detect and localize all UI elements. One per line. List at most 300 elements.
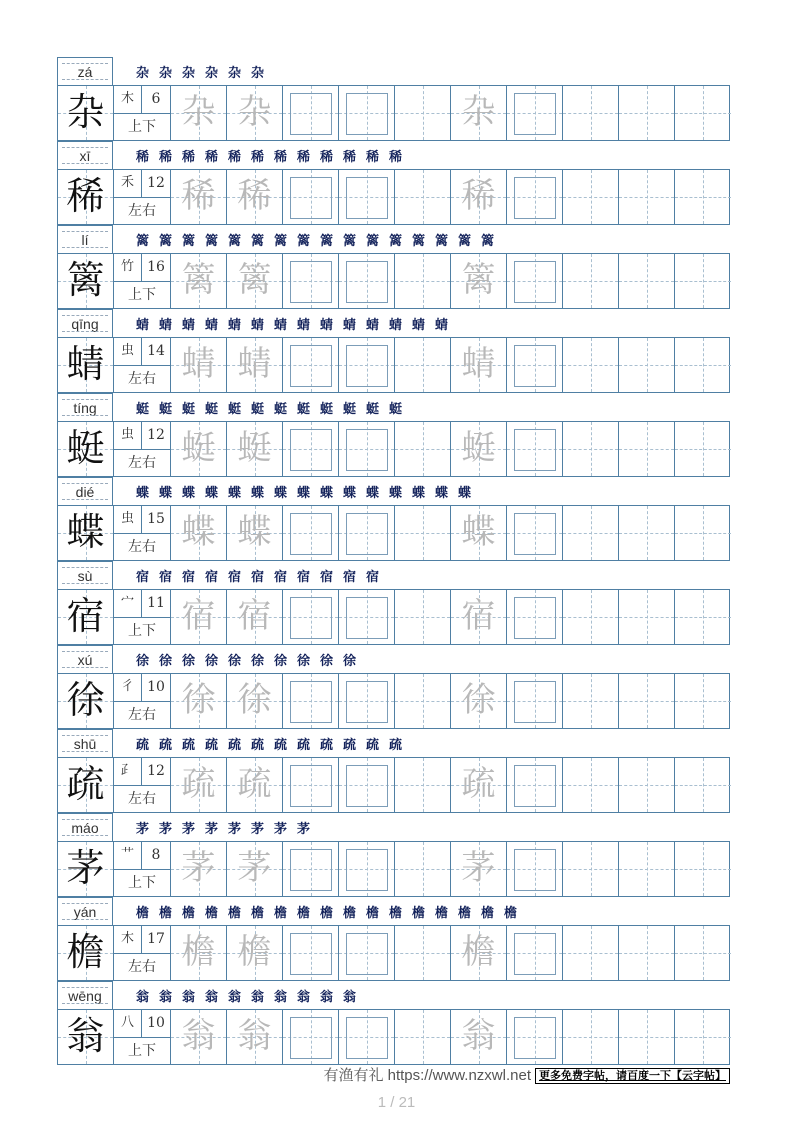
trace-character: 翁 xyxy=(181,1016,216,1056)
stroke-order xyxy=(131,734,407,756)
practice-cell[interactable] xyxy=(339,86,395,140)
pinyin: zá xyxy=(57,57,113,85)
character-row xyxy=(57,393,730,477)
practice-cell[interactable] xyxy=(395,1010,451,1064)
model-character: 杂 xyxy=(58,86,114,140)
stroke-step: 篱 xyxy=(181,234,195,249)
stroke-step: 蝶 xyxy=(204,486,218,501)
practice-cell[interactable] xyxy=(507,674,563,728)
inner-box xyxy=(514,429,556,471)
stroke-step: 稀 xyxy=(181,150,195,165)
practice-cell[interactable] xyxy=(171,170,227,224)
radical: 艹 xyxy=(114,842,142,869)
radical: 木 xyxy=(114,86,142,113)
stroke-step: 篱 xyxy=(158,234,172,249)
pinyin: xú xyxy=(57,645,113,673)
stroke-step: 篱 xyxy=(319,234,333,249)
practice-cell[interactable] xyxy=(675,758,731,812)
trace-character: 檐 xyxy=(181,932,216,972)
practice-cell[interactable] xyxy=(283,842,339,896)
practice-cell[interactable] xyxy=(171,842,227,896)
inner-box xyxy=(346,261,388,303)
practice-cell[interactable] xyxy=(395,590,451,644)
stroke-step: 稀 xyxy=(135,150,149,165)
stroke-order xyxy=(131,482,476,504)
inner-box xyxy=(514,765,556,807)
stroke-step: 檐 xyxy=(434,906,448,921)
stroke-step: 翁 xyxy=(227,990,241,1005)
stroke-step: 徐 xyxy=(158,654,172,669)
char-info xyxy=(114,254,171,308)
practice-cell[interactable] xyxy=(563,1010,619,1064)
inner-box xyxy=(514,513,556,555)
practice-cell[interactable] xyxy=(619,1010,675,1064)
practice-cell[interactable] xyxy=(619,422,675,476)
practice-cell[interactable] xyxy=(283,758,339,812)
inner-box xyxy=(346,1017,388,1059)
trace-character: 宿 xyxy=(181,596,216,636)
stroke-step: 蜓 xyxy=(250,402,264,417)
practice-cell[interactable] xyxy=(563,674,619,728)
structure: 上下 xyxy=(128,875,156,891)
stroke-step: 蜻 xyxy=(135,318,149,333)
practice-cell[interactable] xyxy=(451,842,507,896)
stroke-order xyxy=(131,314,453,336)
character-row xyxy=(57,897,730,981)
practice-cell[interactable] xyxy=(395,506,451,560)
practice-cell[interactable] xyxy=(227,674,283,728)
stroke-step: 翁 xyxy=(273,990,287,1005)
practice-cell[interactable] xyxy=(171,590,227,644)
practice-cell[interactable] xyxy=(283,926,339,980)
practice-cell[interactable] xyxy=(619,674,675,728)
practice-cell[interactable] xyxy=(339,422,395,476)
stroke-step: 宿 xyxy=(181,570,195,585)
stroke-step: 徐 xyxy=(135,654,149,669)
trace-character: 杂 xyxy=(461,92,496,132)
practice-grid xyxy=(57,253,730,309)
practice-cell[interactable] xyxy=(339,506,395,560)
trace-character: 蜻 xyxy=(237,344,272,384)
trace-character: 稀 xyxy=(181,176,216,216)
stroke-step: 蜻 xyxy=(158,318,172,333)
practice-grid xyxy=(57,505,730,561)
inner-box xyxy=(290,681,332,723)
practice-cell[interactable] xyxy=(227,338,283,392)
stroke-step: 篱 xyxy=(273,234,287,249)
stroke-step: 蜓 xyxy=(388,402,402,417)
practice-cell[interactable] xyxy=(619,338,675,392)
stroke-step: 蜻 xyxy=(181,318,195,333)
trace-character: 杂 xyxy=(237,92,272,132)
practice-cell[interactable] xyxy=(283,506,339,560)
practice-cell[interactable] xyxy=(283,338,339,392)
inner-box xyxy=(514,1017,556,1059)
trace-character: 翁 xyxy=(237,1016,272,1056)
stroke-step: 篱 xyxy=(296,234,310,249)
stroke-step: 茅 xyxy=(135,822,149,837)
practice-cell[interactable] xyxy=(619,86,675,140)
radical: 虫 xyxy=(114,506,142,533)
trace-character: 篱 xyxy=(181,260,216,300)
stroke-step: 稀 xyxy=(227,150,241,165)
structure: 左右 xyxy=(128,791,156,807)
practice-cell[interactable] xyxy=(171,254,227,308)
inner-box xyxy=(514,261,556,303)
char-info xyxy=(114,506,171,560)
practice-cell[interactable] xyxy=(171,422,227,476)
practice-cell[interactable] xyxy=(451,590,507,644)
inner-box xyxy=(346,513,388,555)
structure: 上下 xyxy=(128,287,156,303)
stroke-step: 宿 xyxy=(135,570,149,585)
practice-grid xyxy=(57,673,730,729)
practice-cell[interactable] xyxy=(339,590,395,644)
practice-cell[interactable] xyxy=(675,1010,731,1064)
structure: 上下 xyxy=(128,1043,156,1059)
inner-box xyxy=(346,93,388,135)
stroke-step: 疏 xyxy=(296,738,310,753)
stroke-count: 17 xyxy=(147,931,165,947)
stroke-step: 蜻 xyxy=(227,318,241,333)
practice-cell[interactable] xyxy=(507,758,563,812)
radical: 虫 xyxy=(114,422,142,449)
practice-cell[interactable] xyxy=(563,926,619,980)
practice-cell[interactable] xyxy=(395,254,451,308)
stroke-step: 蝶 xyxy=(457,486,471,501)
practice-cell[interactable] xyxy=(339,674,395,728)
stroke-step: 篱 xyxy=(135,234,149,249)
practice-cell[interactable] xyxy=(451,86,507,140)
character-row xyxy=(57,981,730,1065)
stroke-step: 篱 xyxy=(434,234,448,249)
practice-cell[interactable] xyxy=(227,842,283,896)
practice-cell[interactable] xyxy=(563,86,619,140)
stroke-step: 翁 xyxy=(135,990,149,1005)
practice-grid xyxy=(57,1009,730,1065)
practice-cell[interactable] xyxy=(395,842,451,896)
stroke-step: 蜻 xyxy=(365,318,379,333)
practice-cell[interactable] xyxy=(283,254,339,308)
char-info xyxy=(114,758,171,812)
trace-character: 翁 xyxy=(461,1016,496,1056)
practice-cell[interactable] xyxy=(227,86,283,140)
stroke-count: 10 xyxy=(147,1015,165,1031)
practice-grid xyxy=(57,85,730,141)
practice-cell[interactable] xyxy=(227,1010,283,1064)
stroke-step: 茅 xyxy=(204,822,218,837)
stroke-step: 宿 xyxy=(296,570,310,585)
structure: 上下 xyxy=(128,119,156,135)
pinyin: dié xyxy=(57,477,113,505)
stroke-count: 14 xyxy=(147,343,165,359)
stroke-step: 翁 xyxy=(296,990,310,1005)
stroke-step: 檐 xyxy=(296,906,310,921)
practice-cell[interactable] xyxy=(227,170,283,224)
practice-cell[interactable] xyxy=(619,254,675,308)
practice-cell[interactable] xyxy=(283,86,339,140)
practice-cell[interactable] xyxy=(675,86,731,140)
practice-cell[interactable] xyxy=(619,758,675,812)
practice-cell[interactable] xyxy=(339,926,395,980)
model-character: 茅 xyxy=(58,842,114,896)
character-row xyxy=(57,309,730,393)
practice-cell[interactable] xyxy=(675,674,731,728)
practice-cell[interactable] xyxy=(563,590,619,644)
inner-box xyxy=(346,345,388,387)
stroke-count: 8 xyxy=(151,847,161,863)
practice-cell[interactable] xyxy=(619,926,675,980)
stroke-step: 蜓 xyxy=(135,402,149,417)
trace-character: 篱 xyxy=(461,260,496,300)
practice-cell[interactable] xyxy=(395,170,451,224)
inner-box xyxy=(514,681,556,723)
practice-cell[interactable] xyxy=(283,1010,339,1064)
practice-cell[interactable] xyxy=(507,170,563,224)
pinyin: lí xyxy=(57,225,113,253)
practice-cell[interactable] xyxy=(507,926,563,980)
char-info xyxy=(114,338,171,392)
stroke-step: 篱 xyxy=(204,234,218,249)
trace-character: 蜓 xyxy=(181,428,216,468)
practice-cell[interactable] xyxy=(451,506,507,560)
practice-cell[interactable] xyxy=(283,422,339,476)
structure: 左右 xyxy=(128,455,156,471)
practice-cell[interactable] xyxy=(339,338,395,392)
practice-cell[interactable] xyxy=(171,926,227,980)
stroke-step: 篱 xyxy=(342,234,356,249)
stroke-step: 茅 xyxy=(273,822,287,837)
stroke-step: 篱 xyxy=(365,234,379,249)
stroke-step: 蝶 xyxy=(250,486,264,501)
practice-cell[interactable] xyxy=(395,674,451,728)
practice-cell[interactable] xyxy=(675,590,731,644)
practice-cell[interactable] xyxy=(395,926,451,980)
trace-character: 茅 xyxy=(181,848,216,888)
practice-cell[interactable] xyxy=(339,1010,395,1064)
practice-cell[interactable] xyxy=(451,1010,507,1064)
stroke-step: 蜻 xyxy=(204,318,218,333)
trace-character: 稀 xyxy=(237,176,272,216)
practice-cell[interactable] xyxy=(619,590,675,644)
practice-cell[interactable] xyxy=(675,338,731,392)
stroke-step: 篱 xyxy=(388,234,402,249)
radical: 八 xyxy=(114,1010,142,1037)
practice-cell[interactable] xyxy=(227,254,283,308)
stroke-step: 蝶 xyxy=(227,486,241,501)
practice-cell[interactable] xyxy=(675,422,731,476)
stroke-step: 茅 xyxy=(227,822,241,837)
stroke-step: 宿 xyxy=(365,570,379,585)
char-info xyxy=(114,842,171,896)
stroke-step: 疏 xyxy=(388,738,402,753)
stroke-step: 疏 xyxy=(342,738,356,753)
practice-cell[interactable] xyxy=(619,170,675,224)
stroke-step: 杂 xyxy=(204,66,218,81)
stroke-step: 疏 xyxy=(181,738,195,753)
model-character: 蜻 xyxy=(58,338,114,392)
practice-cell[interactable] xyxy=(507,590,563,644)
stroke-step: 稀 xyxy=(319,150,333,165)
trace-character: 茅 xyxy=(237,848,272,888)
practice-cell[interactable] xyxy=(563,506,619,560)
practice-cell[interactable] xyxy=(283,170,339,224)
practice-cell[interactable] xyxy=(563,170,619,224)
practice-cell[interactable] xyxy=(507,254,563,308)
practice-cell[interactable] xyxy=(171,506,227,560)
radical: 竹 xyxy=(114,254,142,281)
radical: ⺪ xyxy=(114,758,142,785)
stroke-step: 檐 xyxy=(273,906,287,921)
practice-cell[interactable] xyxy=(563,338,619,392)
stroke-step: 檐 xyxy=(503,906,517,921)
practice-cell[interactable] xyxy=(283,590,339,644)
stroke-step: 稀 xyxy=(158,150,172,165)
stroke-step: 翁 xyxy=(342,990,356,1005)
practice-cell[interactable] xyxy=(339,758,395,812)
practice-cell[interactable] xyxy=(507,506,563,560)
char-info xyxy=(114,590,171,644)
inner-box xyxy=(346,597,388,639)
pinyin: shū xyxy=(57,729,113,757)
model-character: 篱 xyxy=(58,254,114,308)
trace-character: 檐 xyxy=(461,932,496,972)
practice-cell[interactable] xyxy=(507,422,563,476)
char-info xyxy=(114,926,171,980)
practice-cell[interactable] xyxy=(451,422,507,476)
inner-box xyxy=(290,597,332,639)
practice-cell[interactable] xyxy=(339,170,395,224)
practice-cell[interactable] xyxy=(675,842,731,896)
stroke-step: 宿 xyxy=(319,570,333,585)
practice-cell[interactable] xyxy=(507,1010,563,1064)
practice-cell[interactable] xyxy=(619,842,675,896)
practice-cell[interactable] xyxy=(675,170,731,224)
practice-cell[interactable] xyxy=(507,842,563,896)
practice-cell[interactable] xyxy=(395,422,451,476)
practice-cell[interactable] xyxy=(451,674,507,728)
practice-cell[interactable] xyxy=(171,1010,227,1064)
trace-character: 茅 xyxy=(461,848,496,888)
radical: 彳 xyxy=(114,674,142,701)
stroke-step: 徐 xyxy=(181,654,195,669)
stroke-count: 11 xyxy=(147,595,165,611)
practice-cell[interactable] xyxy=(563,842,619,896)
stroke-step: 蜓 xyxy=(158,402,172,417)
stroke-count: 12 xyxy=(147,427,165,443)
stroke-step: 蜓 xyxy=(365,402,379,417)
stroke-step: 蜻 xyxy=(342,318,356,333)
model-character: 檐 xyxy=(58,926,114,980)
stroke-step: 疏 xyxy=(273,738,287,753)
practice-cell[interactable] xyxy=(227,422,283,476)
stroke-step: 篱 xyxy=(411,234,425,249)
stroke-count: 12 xyxy=(147,763,165,779)
practice-cell[interactable] xyxy=(339,842,395,896)
stroke-step: 蜻 xyxy=(250,318,264,333)
practice-grid xyxy=(57,421,730,477)
trace-character: 稀 xyxy=(461,176,496,216)
stroke-step: 檐 xyxy=(365,906,379,921)
character-row xyxy=(57,477,730,561)
char-info xyxy=(114,422,171,476)
practice-cell[interactable] xyxy=(171,86,227,140)
practice-cell[interactable] xyxy=(227,506,283,560)
practice-cell[interactable] xyxy=(339,254,395,308)
inner-box xyxy=(514,345,556,387)
inner-box xyxy=(290,345,332,387)
practice-cell[interactable] xyxy=(451,758,507,812)
char-info xyxy=(114,86,171,140)
model-character: 稀 xyxy=(58,170,114,224)
practice-cell[interactable] xyxy=(507,338,563,392)
practice-cell[interactable] xyxy=(227,758,283,812)
trace-character: 蜓 xyxy=(237,428,272,468)
stroke-step: 稀 xyxy=(204,150,218,165)
stroke-step: 宿 xyxy=(342,570,356,585)
practice-cell[interactable] xyxy=(171,758,227,812)
practice-cell[interactable] xyxy=(451,170,507,224)
practice-cell[interactable] xyxy=(451,926,507,980)
footer-ad: 更多免费字帖，请百度一下【云字帖】 xyxy=(535,1068,730,1084)
practice-cell[interactable] xyxy=(675,926,731,980)
char-info xyxy=(114,674,171,728)
pinyin: tíng xyxy=(57,393,113,421)
practice-cell[interactable] xyxy=(675,506,731,560)
stroke-step: 檐 xyxy=(319,906,333,921)
stroke-count: 16 xyxy=(147,259,165,275)
stroke-step: 疏 xyxy=(227,738,241,753)
practice-cell[interactable] xyxy=(563,758,619,812)
model-character: 宿 xyxy=(58,590,114,644)
inner-box xyxy=(346,177,388,219)
stroke-step: 蝶 xyxy=(181,486,195,501)
practice-cell[interactable] xyxy=(619,506,675,560)
practice-cell[interactable] xyxy=(563,422,619,476)
practice-cell[interactable] xyxy=(507,86,563,140)
practice-cell[interactable] xyxy=(171,674,227,728)
inner-box xyxy=(346,681,388,723)
practice-cell[interactable] xyxy=(451,338,507,392)
stroke-step: 疏 xyxy=(250,738,264,753)
stroke-step: 宿 xyxy=(227,570,241,585)
stroke-step: 杂 xyxy=(181,66,195,81)
practice-cell[interactable] xyxy=(227,926,283,980)
practice-cell[interactable] xyxy=(675,254,731,308)
structure: 左右 xyxy=(128,203,156,219)
trace-character: 蝶 xyxy=(461,512,496,552)
stroke-step: 蝶 xyxy=(135,486,149,501)
char-info xyxy=(114,1010,171,1064)
stroke-step: 稀 xyxy=(388,150,402,165)
stroke-step: 檐 xyxy=(135,906,149,921)
practice-cell[interactable] xyxy=(395,338,451,392)
practice-cell[interactable] xyxy=(395,86,451,140)
stroke-step: 蝶 xyxy=(319,486,333,501)
radical: 禾 xyxy=(114,170,142,197)
practice-cell[interactable] xyxy=(451,254,507,308)
practice-cell[interactable] xyxy=(171,338,227,392)
stroke-step: 翁 xyxy=(250,990,264,1005)
practice-cell[interactable] xyxy=(395,758,451,812)
practice-cell[interactable] xyxy=(563,254,619,308)
stroke-step: 稀 xyxy=(250,150,264,165)
stroke-step: 宿 xyxy=(204,570,218,585)
practice-cell[interactable] xyxy=(227,590,283,644)
practice-cell[interactable] xyxy=(283,674,339,728)
stroke-step: 蜓 xyxy=(296,402,310,417)
stroke-step: 蝶 xyxy=(342,486,356,501)
